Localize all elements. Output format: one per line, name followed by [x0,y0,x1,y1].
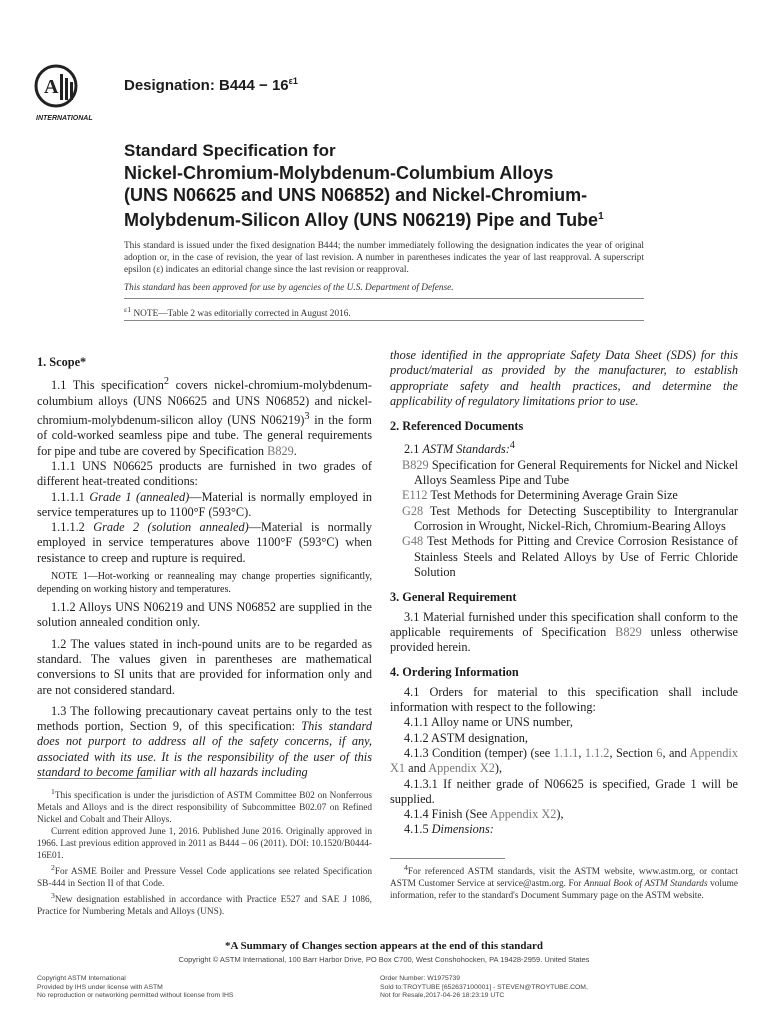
astm-logo [34,60,118,124]
summary-of-changes-note: *A Summary of Changes section appears at the end of this standard [224,940,544,952]
divider [124,298,644,299]
paragraph-4-1-3-1: 4.1.3.1 If neither grade of N06625 is specified, Grade 1 will be supplied. [390,776,738,806]
section-heading-ordering: 4. Ordering Information [390,665,519,680]
section-heading-referenced: 2. Referenced Documents [390,419,524,434]
link-g48[interactable]: G48 [402,534,424,549]
intro-paragraph: This standard is issued under the fixed designation B444; the number immediately following the designation indicates the year of original adoption or, in the case of revision, the year of last revision. A number in parentheses indicates the year of last reapproval. A superscript epsilon (ε) indicates an editorial change since the last revision or reapproval. [124,241,644,275]
editorial-note: $^{\varepsilon 1}$ NOTE—Table 2 was editorially corrected in August 2016. [124,305,351,320]
link-appendix-x1[interactable]: Appendix X1 [390,745,738,776]
title-line-1: Standard Specification for [124,141,336,160]
divider [124,320,644,321]
paragraph-1-3: 1.3 The following precautionary caveat pertains only to the test methods portion, Section 9, of this specification: This standard does not purport to address all of the safety concerns, if any, associated with its use. It is the responsibility of the user of this standard to become familiar with all hazards including [37,703,372,780]
ref-item-g48: G48 Test Methods for Pitting and Crevice Corrosion Resistance of Stainless Steels and Related Alloys by Use of Ferric Chloride Solution [402,534,738,579]
section-heading-scope: 1. Scope* [37,355,87,369]
footnote-divider [390,858,505,859]
paragraph-1-1-1-1: 1.1.1.1 Grade 1 (annealed)—Material is normally employed in service temperatures up to 1100°F (593°C). [37,489,373,519]
footnotes-right [390,862,738,902]
paragraph-1-1-1: 1.1.1 UNS N06625 products are furnished in two grades of different heat-treated conditions: [37,458,372,489]
paragraph-4-1-4: 4.1.4 Finish (See Appendix X2), [404,807,564,822]
footnote-3: $^3$New designation established in accordance with Practice E527 and SAE J 1086, Practice for Numbering Metals and Alloys (UNS). [37,891,372,918]
designation-sup: ε1 [288,76,298,86]
footnote-1: $^1$This specification is under the jurisdiction of ASTM Committee B02 on Nonferrous Metals and Alloys and is the direct responsibility of Subcommittee B02.07 on Refined Nickel and Cobalt and Their Alloys. [37,787,372,826]
svg-text:A: A [44,76,59,98]
title-line-2: Nickel-Chromium-Molybdenum-Columbium Alloys [124,163,554,183]
astm-standards-label: 2.1 ASTM Standards:$^4$ [404,440,515,457]
ref-item-e112: E112 Test Methods for Determining Average Grain Size [402,488,678,503]
link-e112[interactable]: E112 [402,488,428,503]
link-b829[interactable]: B829 [615,624,642,639]
paragraph-4-1-1: 4.1.1 Alloy name or UNS number, [404,715,573,730]
paragraph-1-1: 1.1 This specification$^2$ covers nickel-chromium-molybdenum-columbium alloys (UNS N06625 and UNS N06852) and nickel-chromium-molybdenum-silicon alloy (UNS N06219)$^3$ in the form of cold-worked seamless pipe and tube. The general requirements for pipe and tube are covered by Specification B829. [37,376,372,458]
right-column [390,348,738,838]
link-g28[interactable]: G28 [402,503,424,518]
link-1-1-1[interactable]: 1.1.1 [553,745,579,760]
link-1-1-2[interactable]: 1.1.2 [584,745,610,760]
link-b829[interactable]: B829 [267,443,294,458]
footnote-1-edition: Current edition approved June 1, 2016. Published June 2016. Originally approved in 1966. Last previous edition approved in 2011 as B444 – 06 (2011). DOI: 10.1520/B0444-16E01. [37,827,372,862]
paragraph-4-1: 4.1 Orders for material to this specification shall include information with respect to the following: [390,684,738,715]
link-appendix-x2[interactable]: Appendix X2 [428,761,495,776]
footnote-divider [37,778,152,779]
footnote-4: $^4$For referenced ASTM standards, visit the ASTM website, www.astm.org, or contact ASTM Customer Service at service@astm.org. For Annual Book of ASTM Standards volume information, refer to the standard's Document Summary page on the ASTM website. [390,863,738,902]
link-appendix-x2[interactable]: Appendix X2 [489,807,557,822]
paragraph-3-1: 3.1 Material furnished under this specification shall conform to the applicable requirements of Specification B829 unless otherwise provided herein. [390,609,738,655]
astm-logo-graphic [34,60,118,124]
paragraph-1-2: 1.2 The values stated in inch-pound units are to be regarded as standard. The values given in parentheses are mathematical conversions to SI units that are provided for information only and are not considered standard. [37,636,372,697]
designation-text: Designation: B444 − 16 [124,77,289,94]
paragraph-1-1-2: 1.1.2 Alloys UNS N06219 and UNS N06852 are supplied in the solution annealed condition only. [37,600,372,630]
paragraph-1-1-1-2: 1.1.1.2 Grade 2 (solution annealed)—Material is normally employed in service temperatures above 1100°F (593°C) when resistance to creep and rupture is required. [37,520,373,565]
note-1: NOTE 1—Hot-working or reannealing may change properties significantly, depending on working history and temperatures. [37,571,372,595]
section-heading-general: 3. General Requirement [390,590,517,605]
document-title [124,140,724,231]
dod-approval: This standard has been approved for use by agencies of the U.S. Department of Defense. [124,283,454,293]
title-line-3: (UNS N06625 and UNS N06852) and Nickel-Chromium- [124,185,588,205]
ref-item-g28: G28 Test Methods for Detecting Susceptibility to Intergranular Corrosion in Wrought, Nickel-Rich, Chromium-Bearing Alloys [402,503,738,534]
paragraph-1-3-continued: those identified in the appropriate Safety Data Sheet (SDS) for this product/material as provided by the manufacturer, to establish appropriate safety and health practices, and determine the applicability of regulatory limitations prior to use. [390,348,738,408]
license-right: Order Number: W1975739 Sold to:TROYTUBE [652637100001] - STEVEN@TROYTUBE.COM, Not for Resale,2017-04-26 18:23:19 UTC [380,975,588,999]
left-column [37,348,372,780]
ref-item-b829: B829 Specification for General Requirements for Nickel and Nickel Alloys Seamless Pipe and Tube [402,457,738,488]
paragraph-4-1-3: 4.1.3 Condition (temper) (see 1.1.1, 1.1.2, Section 6, and Appendix X1 and Appendix X2), [390,745,738,776]
paragraph-4-1-5: 4.1.5 Dimensions: [404,822,494,837]
license-left: Copyright ASTM International Provided by IHS under license with ASTM No reproduction or networking permitted without license from IHS [37,975,234,999]
link-section-6[interactable]: 6 [656,745,663,760]
link-b829[interactable]: B829 [402,457,429,472]
svg-text:INTERNATIONAL: INTERNATIONAL [36,115,93,122]
copyright-line: Copyright © ASTM International, 100 Barr Harbor Drive, PO Box C700, West Conshohocken, PA 19428-2959. United States [178,955,590,964]
designation [124,76,298,94]
footnotes-left [37,786,372,918]
title-line-4: Molybdenum-Silicon Alloy (UNS N06219) Pipe and Tube$^1$ [124,210,604,230]
footnote-2: $^2$For ASME Boiler and Pressure Vessel Code applications see related Specification SB-444 in Section II of that Code. [37,863,372,890]
paragraph-4-1-2: 4.1.2 ASTM designation, [404,730,528,745]
